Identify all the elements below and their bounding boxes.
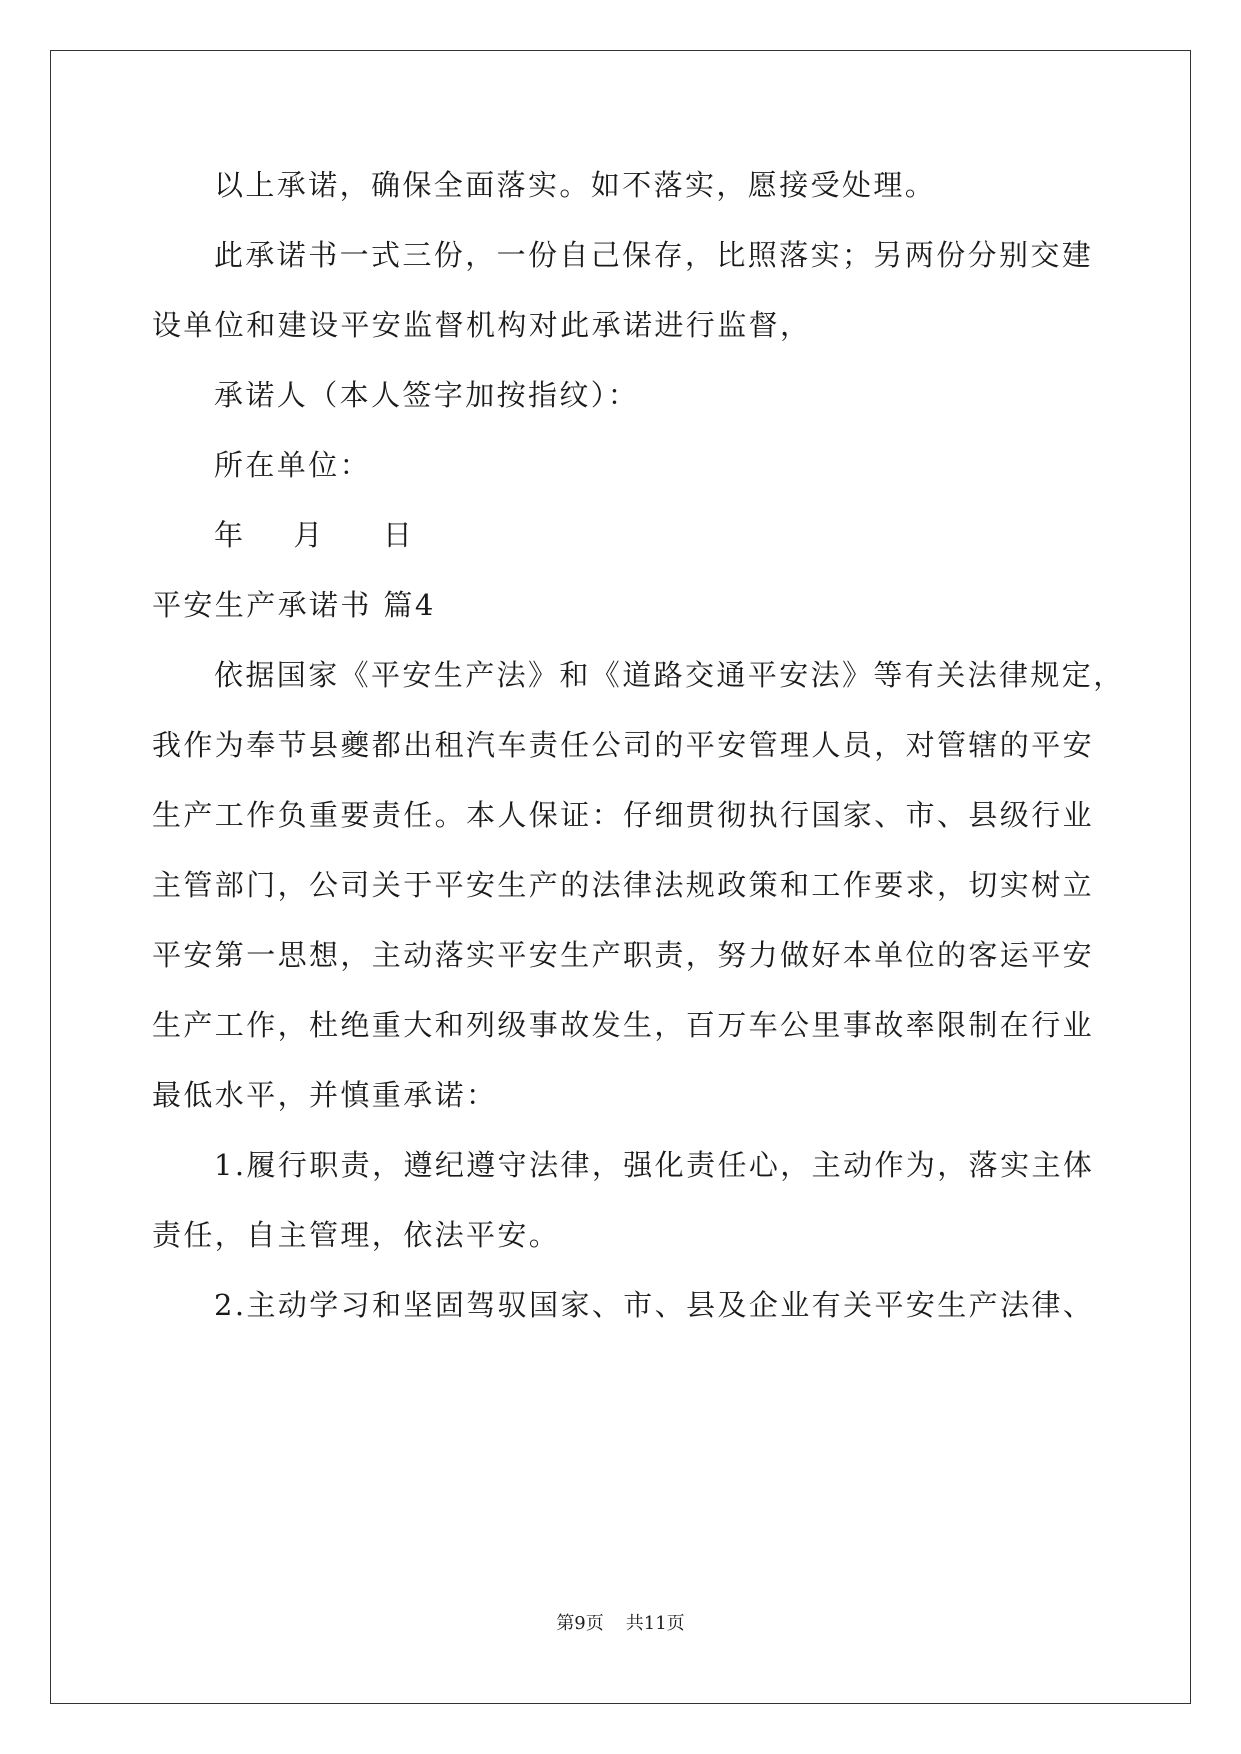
paragraph-line: 主管部门，公司关于平安生产的法律法规政策和工作要求，切实树立 [152,868,1095,902]
date-month: 月 [293,518,325,552]
paragraph-line: 生产工作，杜绝重大和列级事故发生，百万车公里事故率限制在行业 [152,1008,1095,1042]
paragraph-line: 最低水平，并慎重承诺： [152,1078,498,1112]
page-footer [0,1612,1241,1636]
paragraph-line: 平安第一思想，主动落实平安生产职责，努力做好本单位的客运平安 [152,938,1095,972]
paragraph-line: 依据国家《平安生产法》和《道路交通平安法》等有关法律规定， [214,658,1125,692]
paragraph-line: 生产工作负重要责任。本人保证：仔细贯彻执行国家、市、县级行业 [152,798,1095,832]
date-year: 年 [214,518,246,552]
date-line [214,515,414,555]
paragraph-line: 设单位和建设平安监督机构对此承诺进行监督， [152,308,812,342]
unit-label: 所在单位： [214,448,372,482]
page-number-current: 第9页 [556,1613,604,1634]
date-day: 日 [382,518,415,552]
paragraph-line: 以上承诺，确保全面落实。如不落实，愿接受处理。 [214,168,937,202]
list-item-continuation: 责任，自主管理，依法平安。 [152,1218,561,1252]
page-number-total: 共11页 [625,1613,685,1634]
paragraph-line: 我作为奉节县夔都出租汽车责任公司的平安管理人员，对管辖的平安 [152,728,1095,762]
paragraph-line: 此承诺书一式三份，一份自己保存，比照落实；另两份分别交建 [214,238,1094,272]
signatory-label: 承诺人（本人签字加按指纹）： [214,378,640,412]
list-item: 1.履行职责，遵纪遵守法律，强化责任心，主动作为，落实主体 [214,1148,1095,1182]
list-item: 2.主动学习和坚固驾驭国家、市、县及企业有关平安生产法律、 [214,1288,1095,1322]
section-heading: 平安生产承诺书 篇4 [152,588,436,622]
